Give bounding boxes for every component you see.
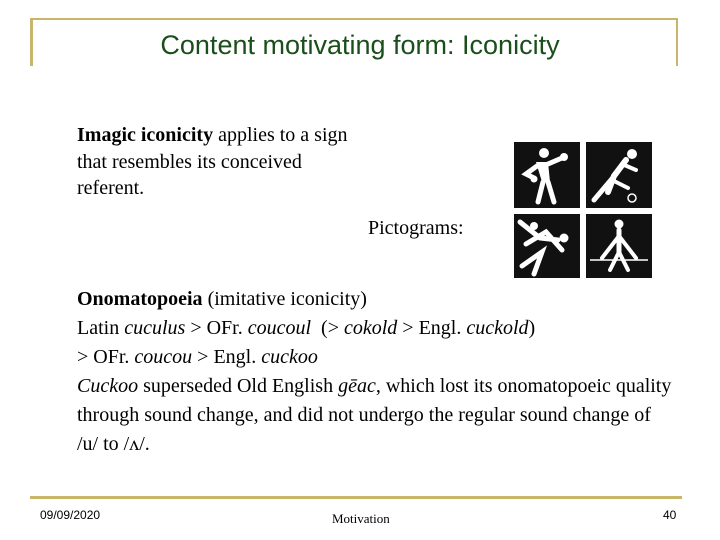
- word-coucoul: coucoul: [247, 317, 312, 339]
- page-number: 40: [663, 508, 677, 522]
- pictogram-grid: [512, 140, 654, 280]
- imagic-iconicity-paragraph: [77, 122, 357, 202]
- text-segment: > Engl.: [192, 346, 262, 368]
- boxing-pictogram-icon: [514, 142, 580, 208]
- word-coucou: coucou: [134, 346, 193, 368]
- text-segment: , which lost its onomatopoeic quality through sound change, and did not undergo the regular sound change of /u/ to /ʌ/.: [77, 375, 672, 455]
- text-segment: > OFr.: [77, 346, 135, 368]
- word-cuckoo: cuckoo: [261, 346, 318, 368]
- footer-rule: [30, 496, 682, 499]
- imagic-iconicity-term: Imagic iconicity: [77, 124, 214, 146]
- text-segment: > Engl.: [397, 317, 467, 339]
- header-frame-left: [30, 18, 33, 66]
- imagic-iconicity-definition: applies to a sign that resembles its conceived referent.: [77, 124, 348, 199]
- footer-date: 09/09/2020: [40, 508, 101, 522]
- onomatopoeia-term: Onomatopoeia: [77, 288, 203, 310]
- word-cuckold: cuckold: [466, 317, 529, 339]
- etymology-line-cuckold: [77, 314, 677, 343]
- text-segment: > OFr.: [185, 317, 248, 339]
- onomatopoeia-line-1: [77, 285, 677, 314]
- text-segment: ): [528, 317, 536, 339]
- text-segment: (>: [311, 317, 344, 339]
- footer-title: Motivation: [332, 511, 390, 526]
- cuckoo-explanation: [77, 372, 677, 459]
- word-cuculus: cuculus: [124, 317, 186, 339]
- text-segment: Latin: [77, 317, 125, 339]
- pictograms-label: Pictograms:: [368, 217, 464, 239]
- gymnastics-pictogram-icon: [586, 214, 652, 278]
- etymology-line-cuckoo: [77, 343, 677, 372]
- word-geac: gēac: [338, 375, 376, 397]
- header-frame-top: [30, 18, 678, 20]
- slide-title: Content motivating form: Iconicity: [160, 30, 560, 60]
- judo-pictogram-icon: [514, 214, 580, 278]
- word-cokold: cokold: [343, 317, 398, 339]
- word-cuckoo-italic: Cuckoo: [77, 375, 139, 397]
- onomatopoeia-note: (imitative iconicity): [202, 288, 367, 310]
- onomatopoeia-paragraph: [77, 285, 677, 459]
- text-segment: superseded Old English: [138, 375, 339, 397]
- football-pictogram-icon: [586, 142, 652, 208]
